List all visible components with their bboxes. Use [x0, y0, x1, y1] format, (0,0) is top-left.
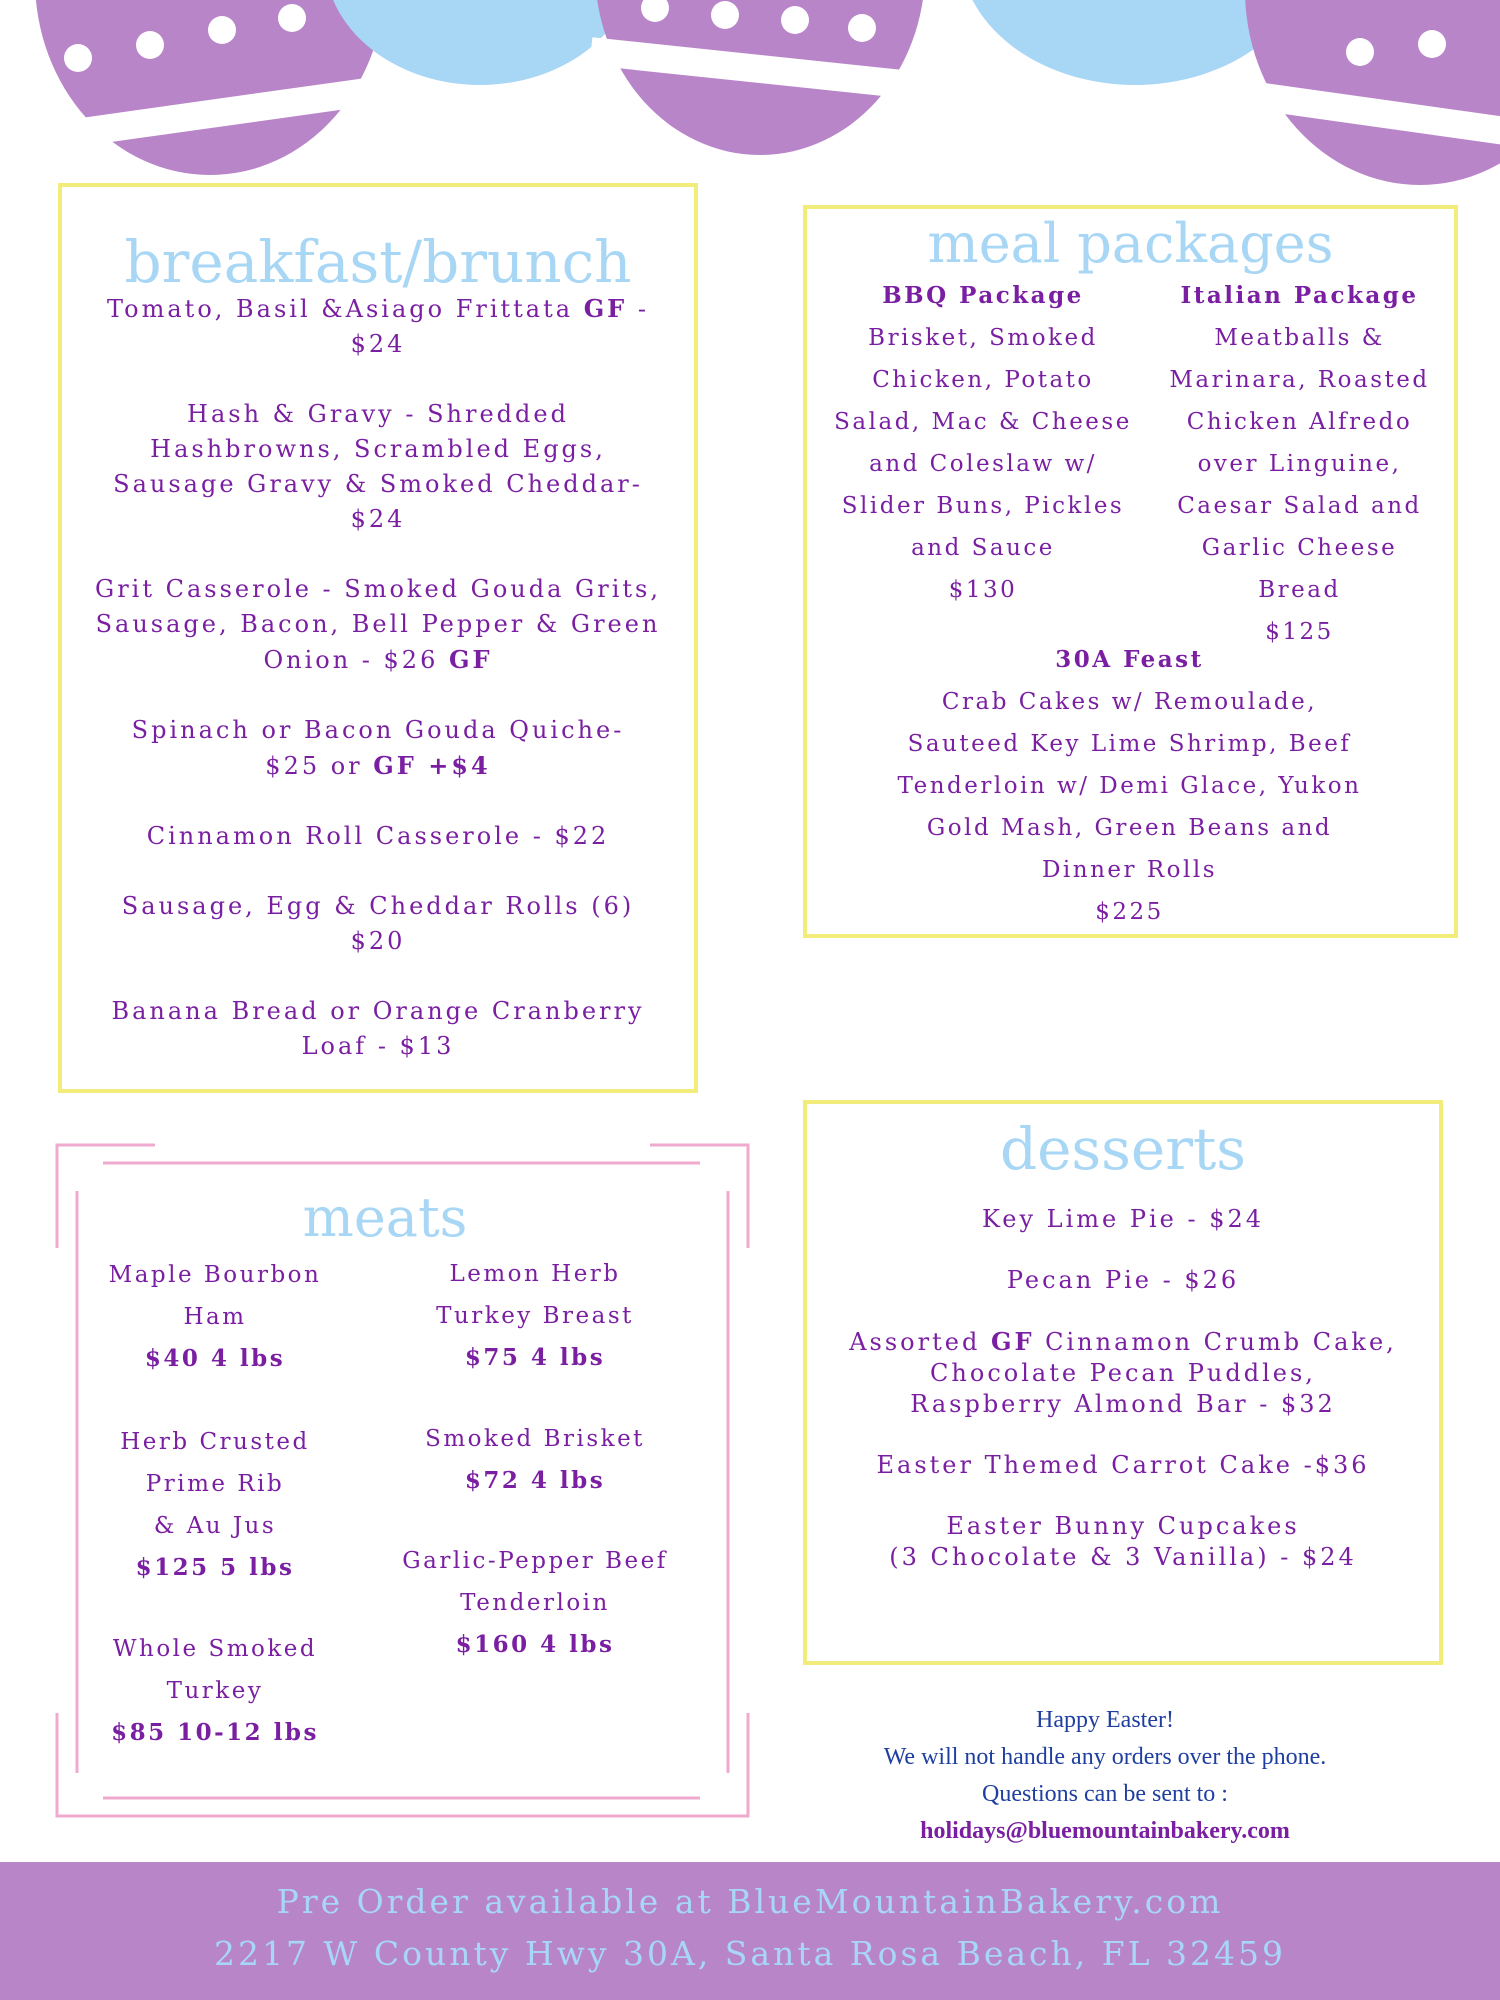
- assorted-text: Chocolate Pecan Puddles,: [930, 1359, 1316, 1387]
- bbq-line: Slider Buns, Pickles: [841, 493, 1125, 519]
- italian-line: Chicken Alfredo: [1186, 409, 1413, 435]
- meat-turkey-breast: [400, 1253, 670, 1379]
- desserts-title: desserts: [999, 1115, 1247, 1183]
- bbq-line: and Coleslaw w/: [869, 451, 1097, 477]
- phone-notice: We will not handle any orders over the phone.: [883, 1744, 1327, 1770]
- italian-line: Meatballs &: [1214, 325, 1385, 351]
- grit-line: Onion - $26: [263, 646, 449, 674]
- feast-line: Gold Mash, Green Beans and: [926, 815, 1333, 841]
- grit-line: Grit Casserole - Smoked Gouda Grits,: [95, 575, 661, 603]
- meat-name: Herb Crusted: [120, 1429, 310, 1455]
- meal-packages-title: meal packages: [927, 212, 1334, 275]
- assorted-text: Raspberry Almond Bar - $32: [910, 1390, 1336, 1418]
- meat-prime-rib: [95, 1421, 335, 1589]
- breakfast-item-frittata: [72, 291, 684, 362]
- gf-badge: GF +$4: [373, 751, 491, 780]
- dessert-pecan: Pecan Pie - $26: [1006, 1266, 1240, 1294]
- italian-line: Garlic Cheese: [1201, 535, 1398, 561]
- feast-package-title: 30A Feast: [1055, 646, 1204, 673]
- meat-name: Maple Bourbon: [108, 1262, 322, 1288]
- meat-name: Turkey Breast: [436, 1303, 634, 1329]
- meats-title: meats: [302, 1186, 468, 1249]
- italian-package: [1147, 275, 1452, 653]
- footer-bar: [0, 1862, 1500, 2000]
- meat-price: $85 10-12 lbs: [111, 1719, 319, 1746]
- gf-badge: GF: [448, 645, 493, 674]
- hash-price: $24: [350, 505, 406, 533]
- dessert-carrot-cake: Easter Themed Carrot Cake -$36: [876, 1451, 1370, 1479]
- meat-price: $72 4 lbs: [464, 1467, 606, 1494]
- italian-line: Marinara, Roasted: [1169, 367, 1430, 393]
- rolls-line: Sausage, Egg & Cheddar Rolls (6): [121, 892, 635, 920]
- breakfast-item-hash: [72, 397, 684, 537]
- quiche-line: Spinach or Bacon Gouda Quiche-: [131, 716, 625, 744]
- meat-name: Ham: [183, 1304, 247, 1330]
- bbq-line: Brisket, Smoked: [868, 325, 1098, 351]
- gf-badge: GF: [990, 1327, 1035, 1356]
- frittata-price: $24: [350, 330, 406, 358]
- italian-price: $125: [1265, 619, 1334, 645]
- breakfast-item-rolls: [72, 889, 684, 959]
- breakfast-title: breakfast/brunch: [124, 228, 632, 296]
- meat-whole-turkey: [95, 1628, 335, 1754]
- bbq-line: and Sauce: [911, 535, 1055, 561]
- questions-label: Questions can be sent to :: [982, 1781, 1228, 1807]
- breakfast-item-quiche: [72, 713, 684, 784]
- meat-name: Tenderloin: [460, 1590, 610, 1616]
- feast-line: Sauteed Key Lime Shrimp, Beef: [907, 731, 1352, 757]
- bbq-package: [813, 275, 1153, 611]
- bbq-line: Chicken, Potato: [872, 367, 1094, 393]
- meat-price: $160 4 lbs: [455, 1631, 615, 1658]
- dessert-key-lime: Key Lime Pie - $24: [981, 1205, 1265, 1233]
- address-line: 2217 W County Hwy 30A, Santa Rosa Beach, FL 32459: [213, 1934, 1287, 1973]
- contact-info: [800, 1702, 1410, 1850]
- breakfast-item-cinnamon: Cinnamon Roll Casserole - $22: [146, 822, 610, 850]
- breakfast-item-bread: [72, 994, 684, 1064]
- bread-line: Loaf - $13: [301, 1032, 455, 1060]
- meal-packages-panel: [803, 205, 1458, 938]
- egg-blue-left: [325, 0, 635, 85]
- bbq-package-title: BBQ Package: [882, 282, 1084, 309]
- cupcakes-line: Easter Bunny Cupcakes: [946, 1512, 1300, 1540]
- frittata-name: Tomato, Basil &Asiago Frittata: [107, 295, 584, 323]
- feast-line: Crab Cakes w/ Remoulade,: [941, 689, 1318, 715]
- meat-name: Turkey: [166, 1678, 264, 1704]
- meat-name: Prime Rib: [145, 1471, 285, 1497]
- easter-eggs-decoration: [0, 0, 1500, 190]
- breakfast-panel: [58, 183, 698, 1093]
- meat-name: & Au Jus: [153, 1513, 277, 1539]
- desserts-panel: [803, 1100, 1443, 1665]
- meat-price: $40 4 lbs: [144, 1345, 286, 1372]
- assorted-text: Assorted: [849, 1328, 991, 1356]
- meat-beef-tenderloin: [400, 1540, 670, 1666]
- meat-name: Whole Smoked: [112, 1636, 318, 1662]
- meat-name: Lemon Herb: [449, 1261, 621, 1287]
- rolls-price: $20: [350, 927, 406, 955]
- greeting: Happy Easter!: [1036, 1707, 1174, 1733]
- meat-ham: [95, 1254, 335, 1380]
- dash: -: [627, 295, 649, 323]
- assorted-text: Cinnamon Crumb Cake,: [1034, 1328, 1397, 1356]
- grit-line: Sausage, Bacon, Bell Pepper & Green: [95, 610, 661, 638]
- hash-line: Sausage Gravy & Smoked Cheddar-: [113, 470, 643, 498]
- feast-package: [807, 639, 1452, 933]
- feast-price: $225: [1095, 899, 1164, 925]
- meat-name: Smoked Brisket: [425, 1426, 645, 1452]
- meat-name: Garlic-Pepper Beef: [402, 1548, 668, 1574]
- egg-purple-right: [1240, 0, 1500, 185]
- contact-email-link[interactable]: holidays@bluemountainbakery.com: [920, 1818, 1290, 1844]
- italian-package-title: Italian Package: [1180, 282, 1419, 309]
- italian-line: Bread: [1258, 577, 1341, 603]
- hash-line: Hash & Gravy - Shredded: [187, 400, 569, 428]
- italian-line: over Linguine,: [1197, 451, 1402, 477]
- quiche-price: $25 or: [265, 752, 374, 780]
- bbq-price: $130: [948, 577, 1018, 603]
- egg-purple-middle: [589, 0, 940, 155]
- meat-brisket: [400, 1418, 670, 1502]
- italian-line: Caesar Salad and: [1177, 493, 1422, 519]
- cupcakes-line: (3 Chocolate & 3 Vanilla) - $24: [889, 1543, 1357, 1571]
- dessert-cupcakes: [807, 1511, 1439, 1573]
- meat-price: $75 4 lbs: [464, 1344, 606, 1371]
- breakfast-item-grit: [72, 572, 684, 678]
- feast-line: Dinner Rolls: [1041, 857, 1218, 883]
- dessert-assorted: [807, 1326, 1439, 1420]
- egg-purple-left: [20, 0, 400, 175]
- bread-line: Banana Bread or Orange Cranberry: [111, 997, 645, 1025]
- feast-line: Tenderloin w/ Demi Glace, Yukon: [897, 773, 1362, 799]
- gf-badge: GF: [583, 294, 628, 323]
- meats-panel: [55, 1143, 750, 1818]
- meat-price: $125 5 lbs: [135, 1554, 295, 1581]
- hash-line: Hashbrowns, Scrambled Eggs,: [150, 435, 606, 463]
- bbq-line: Salad, Mac & Cheese: [834, 409, 1132, 435]
- preorder-line[interactable]: Pre Order available at BlueMountainBakery.com: [276, 1882, 1224, 1921]
